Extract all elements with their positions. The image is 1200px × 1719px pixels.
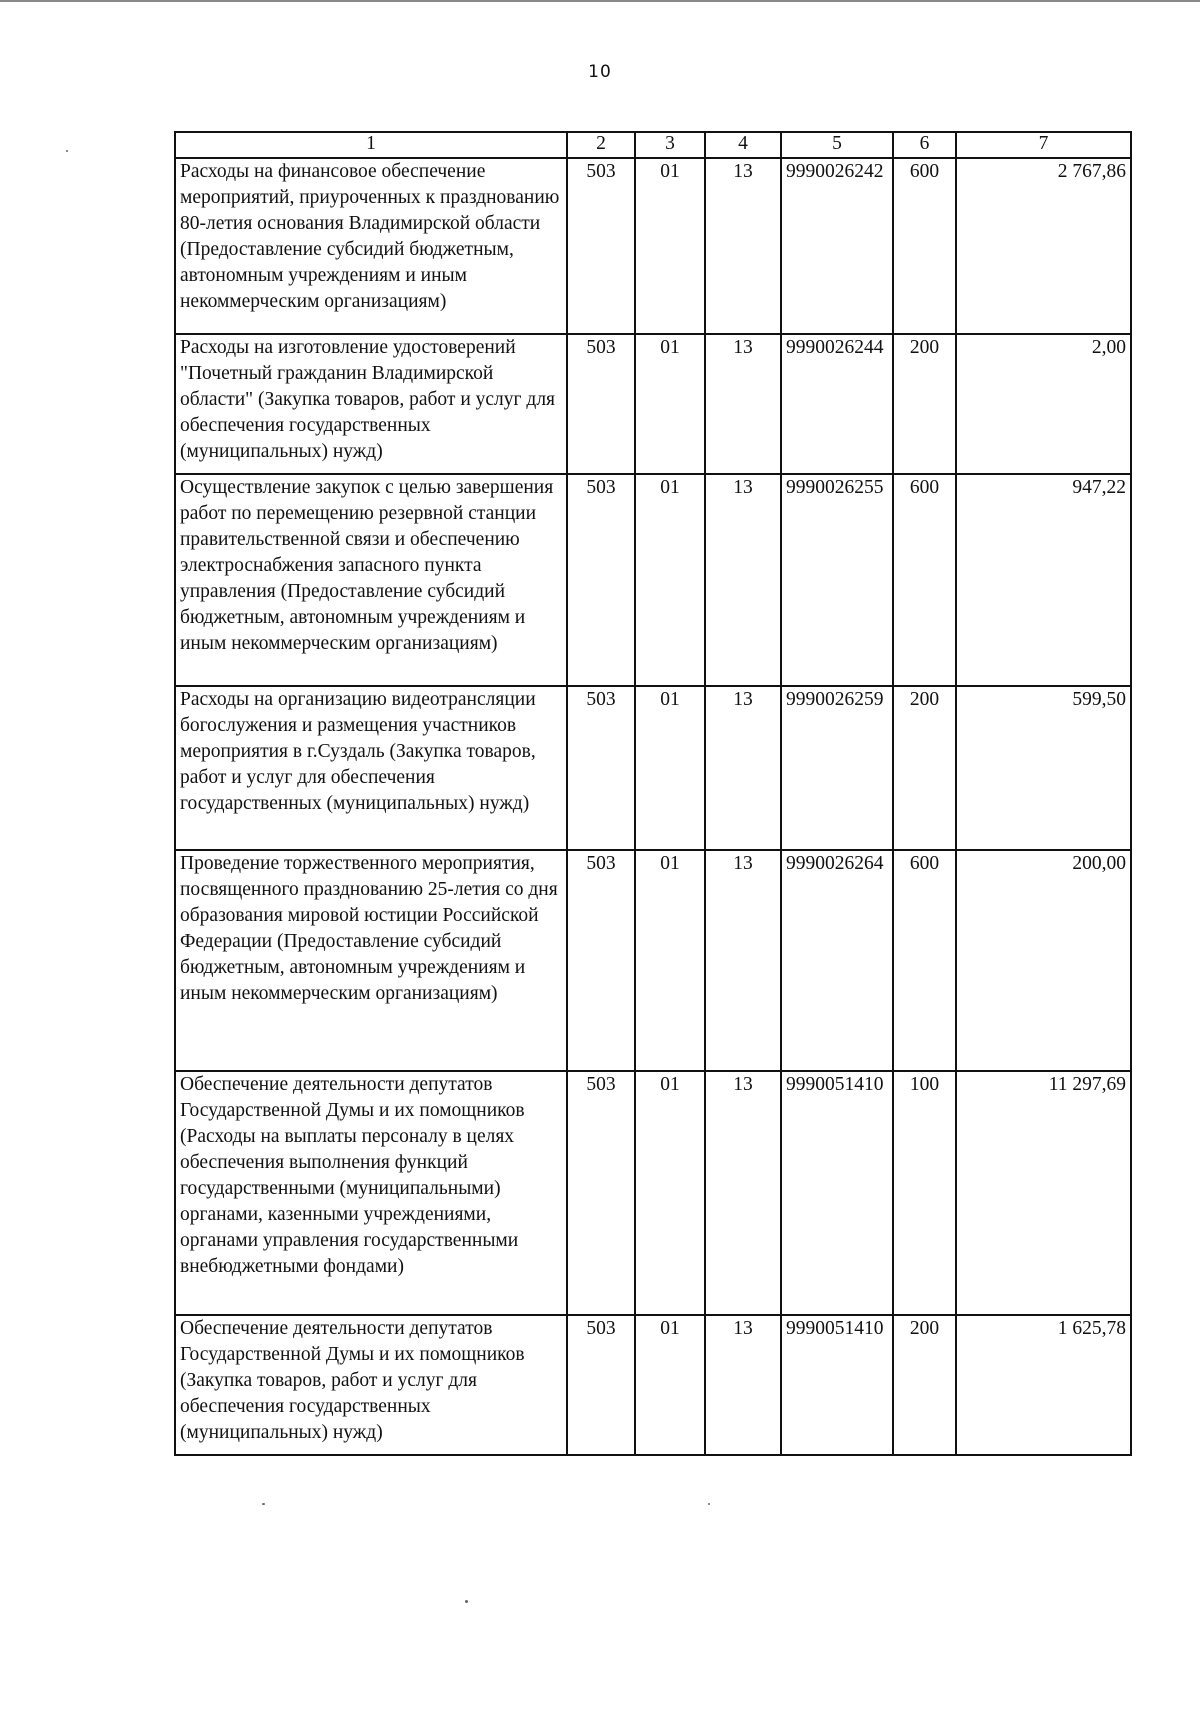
section-code: 01 <box>635 1315 705 1455</box>
ministry-code: 503 <box>567 334 635 474</box>
page-number: 10 <box>588 62 612 82</box>
subsection-code: 13 <box>705 334 781 474</box>
ministry-code: 503 <box>567 1071 635 1315</box>
column-header: 6 <box>893 132 956 158</box>
table-row <box>175 334 1131 474</box>
scan-speck <box>465 1600 468 1603</box>
expense-type-code: 600 <box>893 474 956 686</box>
expense-type-code: 200 <box>893 686 956 850</box>
amount: 11 297,69 <box>956 1071 1131 1315</box>
expense-name: Расходы на организацию видеотрансляции богослужения и размещения участников мероприятия в г.Суздаль (Закупка товаров, работ и услуг для обеспечения государственных (муниципальных) нужд) <box>175 686 567 850</box>
column-header: 7 <box>956 132 1131 158</box>
amount: 947,22 <box>956 474 1131 686</box>
expense-type-code: 600 <box>893 850 956 1071</box>
scan-speck <box>708 1503 710 1505</box>
amount: 200,00 <box>956 850 1131 1071</box>
scan-speck <box>66 150 68 152</box>
section-code: 01 <box>635 686 705 850</box>
expense-name: Проведение торжественного мероприятия, посвященного празднованию 25-летия со дня образования мировой юстиции Российской Федерации (Предоставление субсидий бюджетным, автономным учреждениям и иным некоммерческим организациям) <box>175 850 567 1071</box>
column-header: 3 <box>635 132 705 158</box>
expense-name: Обеспечение деятельности депутатов Государственной Думы и их помощников (Закупка товаров, работ и услуг для обеспечения государственных (муниципальных) нужд) <box>175 1315 567 1455</box>
section-code: 01 <box>635 474 705 686</box>
amount: 2 767,86 <box>956 158 1131 334</box>
table-row <box>175 1071 1131 1315</box>
section-code: 01 <box>635 158 705 334</box>
column-header: 4 <box>705 132 781 158</box>
expense-name: Расходы на изготовление удостоверений "Почетный гражданин Владимирской области" (Закупка товаров, работ и услуг для обеспечения государственных (муниципальных) нужд) <box>175 334 567 474</box>
ministry-code: 503 <box>567 850 635 1071</box>
expense-name: Расходы на финансовое обеспечение мероприятий, приуроченных к празднованию 80-летия основания Владимирской области (Предоставление субсидий бюджетным, автономным учреждениям и иным некоммерческим организациям) <box>175 158 567 334</box>
target-article-code: 9990026255 <box>781 474 893 686</box>
expense-type-code: 100 <box>893 1071 956 1315</box>
ministry-code: 503 <box>567 1315 635 1455</box>
expense-type-code: 600 <box>893 158 956 334</box>
table-row <box>175 850 1131 1071</box>
section-code: 01 <box>635 334 705 474</box>
subsection-code: 13 <box>705 158 781 334</box>
target-article-code: 9990026264 <box>781 850 893 1071</box>
column-header: 2 <box>567 132 635 158</box>
subsection-code: 13 <box>705 686 781 850</box>
table-row <box>175 474 1131 686</box>
ministry-code: 503 <box>567 158 635 334</box>
amount: 2,00 <box>956 334 1131 474</box>
section-code: 01 <box>635 850 705 1071</box>
budget-table <box>174 131 1132 1456</box>
target-article-code: 9990026244 <box>781 334 893 474</box>
expense-name: Обеспечение деятельности депутатов Государственной Думы и их помощников (Расходы на выплаты персоналу в целях обеспечения выполнения функций государственными (муниципальными) органами, казенными учреждениями, органами управления государственными внебюджетными фондами) <box>175 1071 567 1315</box>
target-article-code: 9990026242 <box>781 158 893 334</box>
expense-type-code: 200 <box>893 334 956 474</box>
table-row <box>175 686 1131 850</box>
ministry-code: 503 <box>567 686 635 850</box>
expense-name: Осуществление закупок с целью завершения работ по перемещению резервной станции правительственной связи и обеспечению электроснабжения запасного пункта управления (Предоставление субсидий бюджетным, автономным учреждениям и иным некоммерческим организациям) <box>175 474 567 686</box>
ministry-code: 503 <box>567 474 635 686</box>
target-article-code: 9990051410 <box>781 1071 893 1315</box>
column-header: 1 <box>175 132 567 158</box>
table-row <box>175 158 1131 334</box>
amount: 599,50 <box>956 686 1131 850</box>
target-article-code: 9990026259 <box>781 686 893 850</box>
scan-top-edge <box>0 0 1200 2</box>
amount: 1 625,78 <box>956 1315 1131 1455</box>
subsection-code: 13 <box>705 1071 781 1315</box>
section-code: 01 <box>635 1071 705 1315</box>
table-header-row <box>175 132 1131 158</box>
target-article-code: 9990051410 <box>781 1315 893 1455</box>
subsection-code: 13 <box>705 474 781 686</box>
table-row <box>175 1315 1131 1455</box>
subsection-code: 13 <box>705 1315 781 1455</box>
column-header: 5 <box>781 132 893 158</box>
expense-type-code: 200 <box>893 1315 956 1455</box>
scan-speck <box>262 1503 265 1505</box>
subsection-code: 13 <box>705 850 781 1071</box>
